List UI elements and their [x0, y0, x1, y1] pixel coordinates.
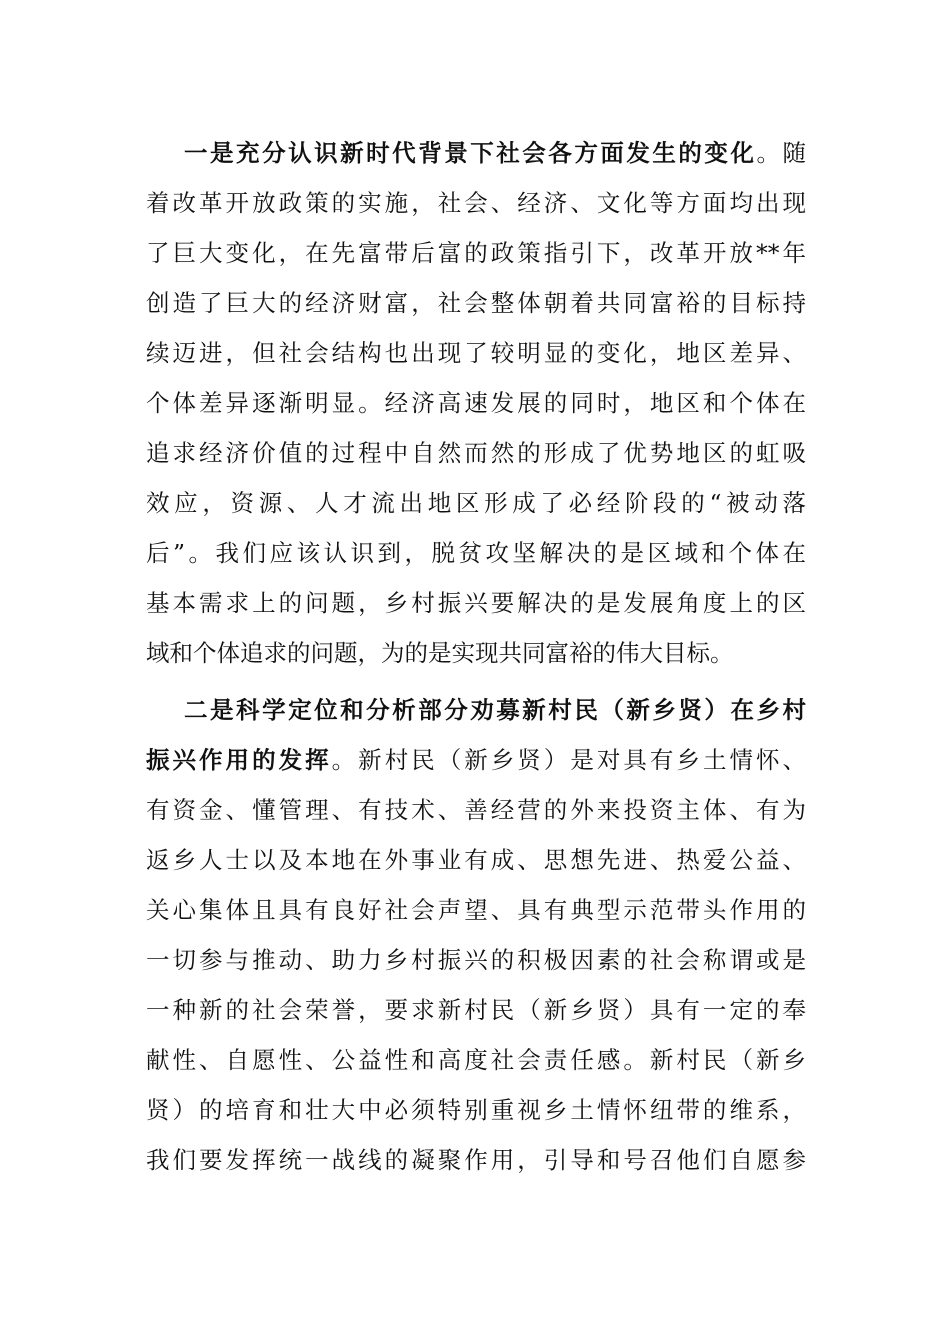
text-run: 基本需求上的问题，乡村振兴要解决的是发展角度上的区 — [146, 589, 806, 617]
paragraph-1-line-4 — [146, 283, 806, 323]
text-run: 域和个体追求的问题，为的是实现共同富裕的伟大目标。 — [146, 639, 734, 667]
text-run: 创造了巨大的经济财富，社会整体朝着共同富裕的目标持 — [146, 289, 806, 317]
text-run: 我们要发挥统一战线的凝聚作用，引导和号召他们自愿参 — [146, 1146, 806, 1174]
paragraph-1-line-10 — [146, 583, 806, 623]
paragraph-2-line-7 — [146, 990, 806, 1030]
paragraph-2-line-5 — [146, 890, 806, 930]
text-run: 。随 — [756, 139, 807, 167]
text-run: 贤）的培育和壮大中必须特别重视乡土情怀纽带的维系， — [146, 1096, 806, 1124]
paragraph-1-line-6 — [146, 383, 806, 423]
text-run: 个体差异逐渐明显。经济高速发展的同时，地区和个体在 — [146, 389, 806, 417]
paragraph-1-line-8 — [146, 483, 806, 523]
text-run: 有资金、懂管理、有技术、善经营的外来投资主体、有为 — [146, 796, 806, 824]
paragraph-2-line-10 — [146, 1140, 806, 1180]
text-run: 着改革开放政策的实施，社会、经济、文化等方面均出现 — [146, 189, 806, 217]
text-run: 效应，资源、人才流出地区形成了必经阶段的“被动落 — [146, 489, 806, 517]
paragraph-1-line-1 — [184, 133, 806, 173]
paragraph-2-line-8 — [146, 1040, 806, 1080]
paragraph-2-heading-cont: 振兴作用的发挥 — [146, 746, 332, 774]
paragraph-2-line-1 — [184, 690, 806, 730]
text-run: 一切参与推动、助力乡村振兴的积极因素的社会称谓或是 — [146, 946, 806, 974]
paragraph-2-line-6 — [146, 940, 806, 980]
paragraph-1-heading: 一是充分认识新时代背景下社会各方面发生的变化 — [184, 139, 757, 167]
paragraph-2-line-2 — [146, 740, 806, 780]
text-run: 献性、自愿性、公益性和高度社会责任感。新村民（新乡 — [146, 1046, 806, 1074]
paragraph-2-line-9 — [146, 1090, 806, 1130]
paragraph-1-line-3 — [146, 233, 806, 273]
paragraph-1-line-9 — [146, 533, 806, 573]
text-run: 。新村民（新乡贤）是对具有乡土情怀、 — [331, 746, 807, 774]
text-run: 关心集体且具有良好社会声望、具有典型示范带头作用的 — [146, 896, 806, 924]
paragraph-1-line-11 — [146, 633, 806, 673]
text-run: 续迈进，但社会结构也出现了较明显的变化，地区差异、 — [146, 339, 806, 367]
paragraph-1-line-5 — [146, 333, 806, 373]
text-run: 了巨大变化，在先富带后富的政策指引下，改革开放**年 — [146, 239, 806, 267]
paragraph-2-line-3 — [146, 790, 806, 830]
paragraph-2-heading: 二是科学定位和分析部分劝募新村民（新乡贤）在乡村 — [184, 696, 806, 724]
text-run: 返乡人士以及本地在外事业有成、思想先进、热爱公益、 — [146, 846, 806, 874]
text-run: 一种新的社会荣誉，要求新村民（新乡贤）具有一定的奉 — [146, 996, 806, 1024]
paragraph-1-line-7 — [146, 433, 806, 473]
paragraph-1-line-2 — [146, 183, 806, 223]
text-run: 追求经济价值的过程中自然而然的形成了优势地区的虹吸 — [146, 439, 806, 467]
paragraph-2-line-4 — [146, 840, 806, 880]
text-run: 后”。我们应该认识到，脱贫攻坚解决的是区域和个体在 — [146, 539, 806, 567]
